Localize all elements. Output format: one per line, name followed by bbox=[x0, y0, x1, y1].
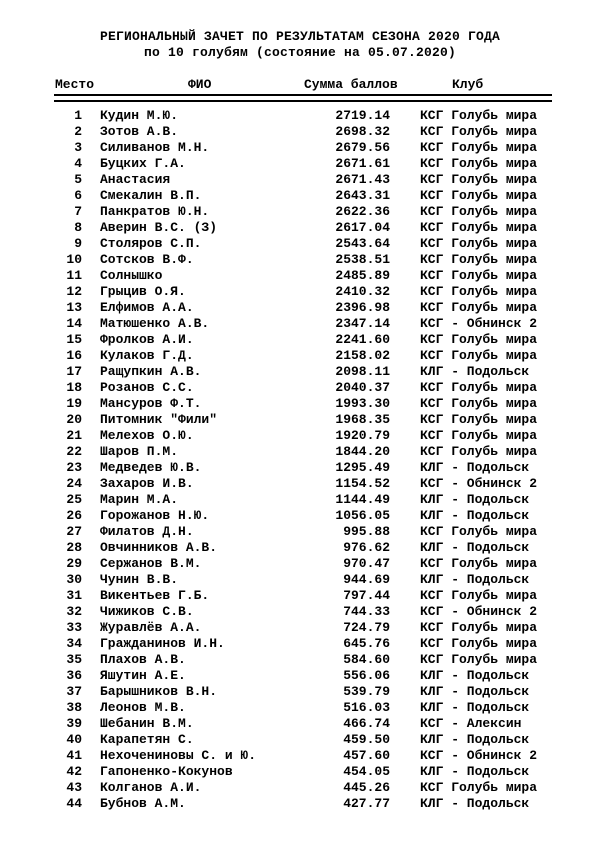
cell-score: 2671.61 bbox=[335, 156, 390, 171]
cell-name: Кудин М.Ю. bbox=[100, 108, 179, 123]
cell-name: Фролков А.И. bbox=[100, 332, 194, 347]
cell-name: Буцких Г.А. bbox=[100, 156, 186, 171]
cell-score: 427.77 bbox=[343, 796, 390, 811]
cell-club: КЛГ - Подольск bbox=[420, 460, 530, 475]
cell-club: КСГ - Обнинск 2 bbox=[420, 748, 538, 763]
table-row bbox=[0, 492, 600, 508]
table-row bbox=[0, 780, 600, 796]
cell-name: Розанов С.С. bbox=[100, 380, 194, 395]
cell-place: 3 bbox=[74, 140, 82, 155]
cell-score: 445.26 bbox=[343, 780, 390, 795]
cell-place: 31 bbox=[66, 588, 82, 603]
table-row bbox=[0, 476, 600, 492]
cell-name: Солнышко bbox=[100, 268, 163, 283]
table-row bbox=[0, 236, 600, 252]
table-row bbox=[0, 540, 600, 556]
cell-club: КЛГ - Подольск bbox=[420, 492, 530, 507]
cell-place: 39 bbox=[66, 716, 82, 731]
cell-score: 584.60 bbox=[343, 652, 390, 667]
cell-name: Ращупкин А.В. bbox=[100, 364, 202, 379]
cell-score: 2158.02 bbox=[335, 348, 390, 363]
column-header-name: ФИО bbox=[188, 77, 212, 92]
cell-club: КСГ Голубь мира bbox=[420, 236, 538, 251]
cell-club: КСГ Голубь мира bbox=[420, 156, 538, 171]
cell-club: КЛГ - Подольск bbox=[420, 364, 530, 379]
cell-place: 1 bbox=[74, 108, 82, 123]
cell-place: 23 bbox=[66, 460, 82, 475]
table-row bbox=[0, 348, 600, 364]
cell-place: 16 bbox=[66, 348, 82, 363]
cell-name: Захаров И.В. bbox=[100, 476, 194, 491]
cell-place: 8 bbox=[74, 220, 82, 235]
cell-club: КСГ Голубь мира bbox=[420, 204, 538, 219]
cell-name: Бубнов А.М. bbox=[100, 796, 186, 811]
cell-score: 466.74 bbox=[343, 716, 390, 731]
cell-score: 1993.30 bbox=[335, 396, 390, 411]
cell-score: 995.88 bbox=[343, 524, 390, 539]
cell-name: Леонов М.В. bbox=[100, 700, 186, 715]
column-header-club: Клуб bbox=[452, 77, 484, 92]
cell-place: 6 bbox=[74, 188, 82, 203]
cell-place: 20 bbox=[66, 412, 82, 427]
cell-club: КСГ Голубь мира bbox=[420, 172, 538, 187]
cell-score: 2643.31 bbox=[335, 188, 390, 203]
cell-club: КСГ Голубь мира bbox=[420, 636, 538, 651]
header-rule-bottom bbox=[54, 100, 552, 102]
cell-place: 36 bbox=[66, 668, 82, 683]
table-row bbox=[0, 652, 600, 668]
cell-name: Аверин В.С. (З) bbox=[100, 220, 218, 235]
cell-name: Кулаков Г.Д. bbox=[100, 348, 194, 363]
table-row bbox=[0, 508, 600, 524]
cell-score: 2698.32 bbox=[335, 124, 390, 139]
cell-club: КСГ Голубь мира bbox=[420, 268, 538, 283]
table-row bbox=[0, 412, 600, 428]
cell-place: 42 bbox=[66, 764, 82, 779]
cell-name: Зотов А.В. bbox=[100, 124, 179, 139]
table-row bbox=[0, 188, 600, 204]
cell-score: 2679.56 bbox=[335, 140, 390, 155]
cell-name: Шаров П.М. bbox=[100, 444, 179, 459]
table-row bbox=[0, 156, 600, 172]
cell-score: 1968.35 bbox=[335, 412, 390, 427]
cell-score: 516.03 bbox=[343, 700, 390, 715]
table-row bbox=[0, 700, 600, 716]
cell-club: КЛГ - Подольск bbox=[420, 684, 530, 699]
cell-place: 10 bbox=[66, 252, 82, 267]
cell-club: КСГ Голубь мира bbox=[420, 652, 538, 667]
cell-club: КСГ - Обнинск 2 bbox=[420, 316, 538, 331]
cell-name: Яшутин А.Е. bbox=[100, 668, 186, 683]
cell-score: 539.79 bbox=[343, 684, 390, 699]
table-row bbox=[0, 572, 600, 588]
table-row bbox=[0, 636, 600, 652]
cell-name: Филатов Д.Н. bbox=[100, 524, 194, 539]
cell-club: КСГ Голубь мира bbox=[420, 780, 538, 795]
cell-place: 2 bbox=[74, 124, 82, 139]
results-table bbox=[0, 108, 600, 812]
cell-score: 2098.11 bbox=[335, 364, 390, 379]
table-row bbox=[0, 668, 600, 684]
cell-name: Силиванов М.Н. bbox=[100, 140, 210, 155]
cell-name: Викентьев Г.Б. bbox=[100, 588, 210, 603]
table-row bbox=[0, 764, 600, 780]
cell-score: 1144.49 bbox=[335, 492, 390, 507]
cell-score: 2622.36 bbox=[335, 204, 390, 219]
cell-name: Карапетян С. bbox=[100, 732, 194, 747]
cell-score: 1154.52 bbox=[335, 476, 390, 491]
cell-name: Сотсков В.Ф. bbox=[100, 252, 194, 267]
cell-place: 29 bbox=[66, 556, 82, 571]
cell-place: 19 bbox=[66, 396, 82, 411]
cell-name: Гражданинов И.Н. bbox=[100, 636, 225, 651]
cell-club: КСГ Голубь мира bbox=[420, 108, 538, 123]
cell-club: КСГ Голубь мира bbox=[420, 140, 538, 155]
cell-club: КСГ Голубь мира bbox=[420, 300, 538, 315]
table-row bbox=[0, 444, 600, 460]
table-row bbox=[0, 460, 600, 476]
cell-place: 25 bbox=[66, 492, 82, 507]
table-row bbox=[0, 300, 600, 316]
table-row bbox=[0, 332, 600, 348]
cell-name: Медведев Ю.В. bbox=[100, 460, 202, 475]
cell-score: 744.33 bbox=[343, 604, 390, 619]
cell-club: КЛГ - Подольск bbox=[420, 700, 530, 715]
cell-place: 28 bbox=[66, 540, 82, 555]
cell-name: Колганов А.И. bbox=[100, 780, 202, 795]
cell-place: 12 bbox=[66, 284, 82, 299]
cell-place: 24 bbox=[66, 476, 82, 491]
cell-name: Матюшенко А.В. bbox=[100, 316, 210, 331]
table-row bbox=[0, 524, 600, 540]
cell-club: КСГ Голубь мира bbox=[420, 220, 538, 235]
table-row bbox=[0, 380, 600, 396]
cell-club: КСГ Голубь мира bbox=[420, 332, 538, 347]
header-rule-top bbox=[54, 94, 552, 96]
table-row bbox=[0, 588, 600, 604]
cell-club: КСГ Голубь мира bbox=[420, 284, 538, 299]
table-row bbox=[0, 140, 600, 156]
cell-name: Грыцив О.Я. bbox=[100, 284, 186, 299]
cell-name: Анастасия bbox=[100, 172, 171, 187]
cell-club: КЛГ - Подольск bbox=[420, 732, 530, 747]
cell-club: КЛГ - Подольск bbox=[420, 508, 530, 523]
cell-club: КСГ Голубь мира bbox=[420, 396, 538, 411]
cell-name: Питомник "Фили" bbox=[100, 412, 218, 427]
cell-club: КСГ Голубь мира bbox=[420, 124, 538, 139]
table-row bbox=[0, 268, 600, 284]
cell-name: Журавлёв А.А. bbox=[100, 620, 202, 635]
cell-name: Столяров С.П. bbox=[100, 236, 202, 251]
cell-place: 22 bbox=[66, 444, 82, 459]
cell-score: 944.69 bbox=[343, 572, 390, 587]
cell-club: КСГ - Алексин bbox=[420, 716, 522, 731]
table-row bbox=[0, 364, 600, 380]
cell-club: КСГ Голубь мира bbox=[420, 412, 538, 427]
cell-place: 43 bbox=[66, 780, 82, 795]
cell-score: 2485.89 bbox=[335, 268, 390, 283]
cell-club: КСГ Голубь мира bbox=[420, 252, 538, 267]
cell-place: 13 bbox=[66, 300, 82, 315]
table-row bbox=[0, 284, 600, 300]
cell-score: 1844.20 bbox=[335, 444, 390, 459]
cell-name: Овчинников А.В. bbox=[100, 540, 218, 555]
cell-place: 14 bbox=[66, 316, 82, 331]
cell-place: 40 bbox=[66, 732, 82, 747]
cell-score: 2241.60 bbox=[335, 332, 390, 347]
cell-name: Плахов А.В. bbox=[100, 652, 186, 667]
cell-place: 44 bbox=[66, 796, 82, 811]
cell-score: 2538.51 bbox=[335, 252, 390, 267]
table-row bbox=[0, 604, 600, 620]
table-row bbox=[0, 796, 600, 812]
cell-name: Панкратов Ю.Н. bbox=[100, 204, 210, 219]
cell-score: 2543.64 bbox=[335, 236, 390, 251]
table-row bbox=[0, 396, 600, 412]
cell-club: КСГ Голубь мира bbox=[420, 348, 538, 363]
cell-place: 18 bbox=[66, 380, 82, 395]
cell-name: Горожанов Н.Ю. bbox=[100, 508, 210, 523]
table-row bbox=[0, 172, 600, 188]
cell-score: 457.60 bbox=[343, 748, 390, 763]
table-row bbox=[0, 748, 600, 764]
cell-name: Чунин В.В. bbox=[100, 572, 179, 587]
cell-place: 41 bbox=[66, 748, 82, 763]
cell-place: 4 bbox=[74, 156, 82, 171]
cell-club: КСГ Голубь мира bbox=[420, 428, 538, 443]
cell-score: 970.47 bbox=[343, 556, 390, 571]
cell-place: 34 bbox=[66, 636, 82, 651]
document-title: РЕГИОНАЛЬНЫЙ ЗАЧЕТ ПО РЕЗУЛЬТАТАМ СЕЗОНА 2020 ГОДА bbox=[99, 29, 501, 44]
cell-club: КСГ - Обнинск 2 bbox=[420, 476, 538, 491]
cell-place: 27 bbox=[66, 524, 82, 539]
cell-club: КСГ Голубь мира bbox=[420, 380, 538, 395]
cell-club: КЛГ - Подольск bbox=[420, 668, 530, 683]
table-row bbox=[0, 428, 600, 444]
cell-name: Смекалин В.П. bbox=[100, 188, 202, 203]
cell-score: 976.62 bbox=[343, 540, 390, 555]
cell-place: 11 bbox=[66, 268, 82, 283]
cell-place: 9 bbox=[74, 236, 82, 251]
cell-name: Чижиков С.В. bbox=[100, 604, 194, 619]
cell-club: КЛГ - Подольск bbox=[420, 572, 530, 587]
cell-name: Барышников В.Н. bbox=[100, 684, 218, 699]
cell-club: КСГ Голубь мира bbox=[420, 524, 538, 539]
cell-place: 5 bbox=[74, 172, 82, 187]
table-row bbox=[0, 252, 600, 268]
cell-name: Марин М.А. bbox=[100, 492, 179, 507]
cell-name: Гапоненко-Кокунов bbox=[100, 764, 233, 779]
cell-place: 35 bbox=[66, 652, 82, 667]
table-row bbox=[0, 316, 600, 332]
cell-score: 556.06 bbox=[343, 668, 390, 683]
cell-club: КЛГ - Подольск bbox=[420, 540, 530, 555]
cell-place: 30 bbox=[66, 572, 82, 587]
cell-place: 15 bbox=[66, 332, 82, 347]
cell-score: 459.50 bbox=[343, 732, 390, 747]
cell-place: 32 bbox=[66, 604, 82, 619]
table-row bbox=[0, 732, 600, 748]
cell-score: 2719.14 bbox=[335, 108, 390, 123]
table-row bbox=[0, 124, 600, 140]
column-header-place: Место bbox=[55, 77, 95, 92]
table-row bbox=[0, 684, 600, 700]
table-row bbox=[0, 204, 600, 220]
cell-place: 33 bbox=[66, 620, 82, 635]
cell-score: 1295.49 bbox=[335, 460, 390, 475]
cell-name: Елфимов А.А. bbox=[100, 300, 194, 315]
table-row bbox=[0, 716, 600, 732]
cell-name: Нехочениновы С. и Ю. bbox=[100, 748, 257, 763]
cell-score: 454.05 bbox=[343, 764, 390, 779]
cell-name: Мансуров Ф.Т. bbox=[100, 396, 202, 411]
cell-score: 2617.04 bbox=[335, 220, 390, 235]
cell-score: 2347.14 bbox=[335, 316, 390, 331]
cell-club: КСГ Голубь мира bbox=[420, 588, 538, 603]
cell-score: 2671.43 bbox=[335, 172, 390, 187]
cell-score: 645.76 bbox=[343, 636, 390, 651]
cell-score: 2396.98 bbox=[335, 300, 390, 315]
cell-place: 7 bbox=[74, 204, 82, 219]
table-row bbox=[0, 108, 600, 124]
cell-score: 797.44 bbox=[343, 588, 390, 603]
table-row bbox=[0, 220, 600, 236]
column-header-score: Сумма баллов bbox=[304, 77, 398, 92]
cell-name: Сержанов В.М. bbox=[100, 556, 202, 571]
table-row bbox=[0, 556, 600, 572]
cell-club: КСГ Голубь мира bbox=[420, 556, 538, 571]
cell-name: Шебанин В.М. bbox=[100, 716, 194, 731]
cell-place: 26 bbox=[66, 508, 82, 523]
table-row bbox=[0, 620, 600, 636]
cell-club: КСГ Голубь мира bbox=[420, 188, 538, 203]
cell-club: КСГ - Обнинск 2 bbox=[420, 604, 538, 619]
cell-club: КЛГ - Подольск bbox=[420, 764, 530, 779]
cell-club: КЛГ - Подольск bbox=[420, 796, 530, 811]
cell-place: 21 bbox=[66, 428, 82, 443]
cell-club: КСГ Голубь мира bbox=[420, 620, 538, 635]
cell-score: 1056.05 bbox=[335, 508, 390, 523]
cell-place: 17 bbox=[66, 364, 82, 379]
cell-place: 37 bbox=[66, 684, 82, 699]
cell-score: 2040.37 bbox=[335, 380, 390, 395]
cell-name: Мелехов О.Ю. bbox=[100, 428, 194, 443]
cell-club: КСГ Голубь мира bbox=[420, 444, 538, 459]
cell-score: 724.79 bbox=[343, 620, 390, 635]
cell-place: 38 bbox=[66, 700, 82, 715]
cell-score: 2410.32 bbox=[335, 284, 390, 299]
document-subtitle: по 10 голубям (состояние на 05.07.2020) bbox=[143, 45, 457, 60]
cell-score: 1920.79 bbox=[335, 428, 390, 443]
